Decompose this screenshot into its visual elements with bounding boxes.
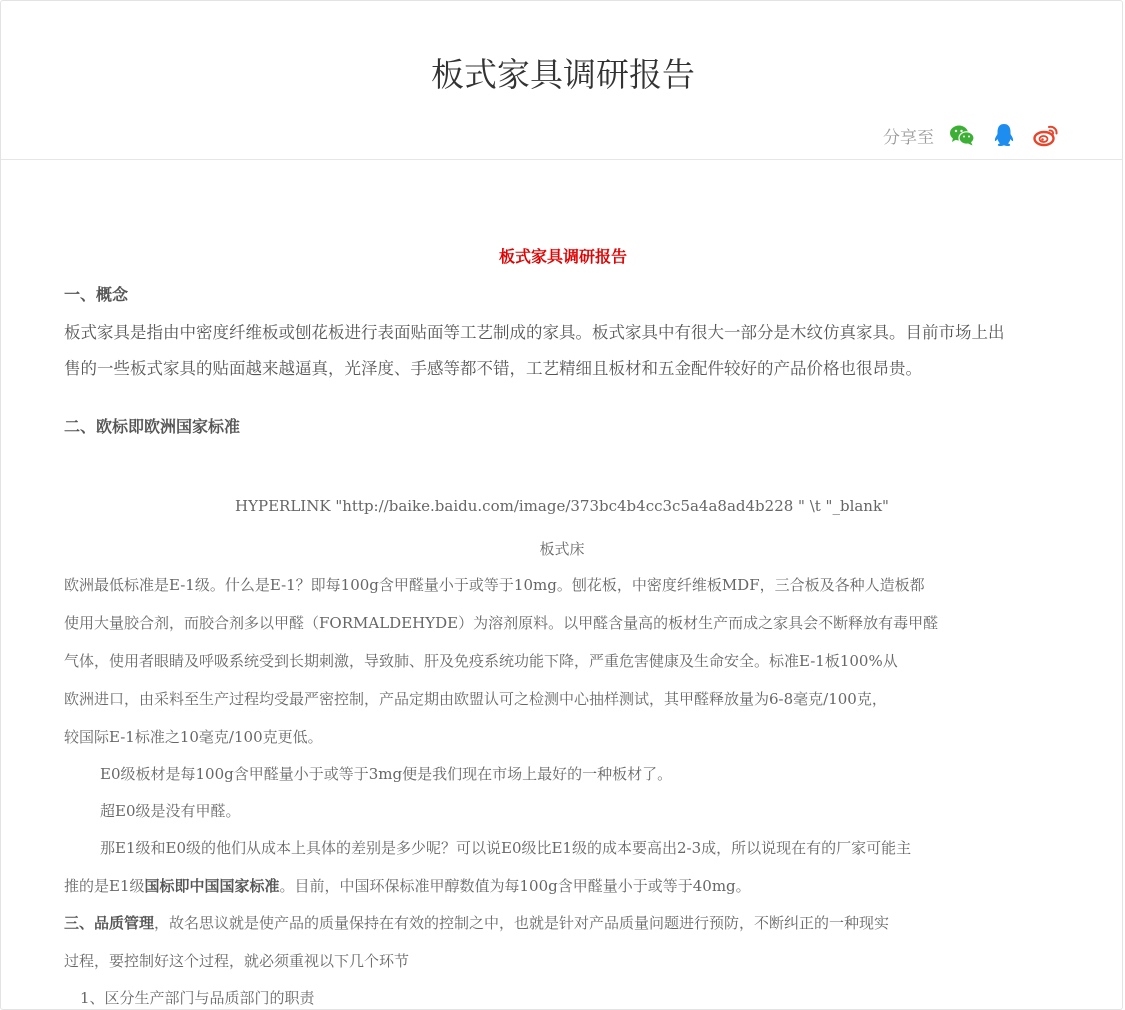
paragraph-line: 那E1级和E0级的他们从成本上具体的差别是多少呢？可以说E0级比E1级的成本要高出2-3成，所以说现在有的厂家可能主	[100, 839, 912, 857]
paragraph-line: 欧洲最低标准是E-1级。什么是E-1？即每100g含甲醛量小于或等于10mg。刨花板，中密度纤维板MDF，三合板及各种人造板都	[64, 576, 925, 594]
text-run: 。目前，中国环保标准甲醇数值为每100g含甲醛量小于或等于40mg。	[279, 877, 751, 895]
wechat-icon[interactable]	[948, 121, 976, 149]
paragraph-line: 过程，要控制好这个过程，就必须重视以下几个环节	[64, 952, 410, 970]
section-heading-concept: 一、概念	[64, 285, 129, 304]
hyperlink-field[interactable]: HYPERLINK "http://baike.baidu.com/image/373bc4b4cc3c5a4a8ad4b228 " \t "_blank"	[235, 497, 889, 515]
paragraph-line: 板式家具是指由中密度纤维板或刨花板进行表面贴面等工艺制成的家具。板式家具中有很大一部分是木纹仿真家具。目前市场上出	[64, 323, 1005, 342]
paragraph-line: 欧洲进口，由采料至生产过程均受最严密控制，产品定期由欧盟认可之检测中心抽样测试，其甲醛释放量为6-8毫克/100克，	[64, 690, 887, 708]
qq-icon[interactable]	[990, 121, 1018, 149]
list-item: 1、区分生产部门与品质部门的职责	[80, 989, 315, 1007]
section-heading-eu-standard: 二、欧标即欧洲国家标准	[64, 417, 241, 436]
image-caption: 板式床	[539, 540, 585, 558]
paragraph-line: 超E0级是没有甲醛。	[100, 802, 241, 820]
paragraph-line	[64, 875, 751, 896]
document-title: 板式家具调研报告	[498, 247, 627, 266]
share-label: 分享至	[883, 127, 934, 148]
paragraph-line: 使用大量胶合剂，而胶合剂多以甲醛（FORMALDEHYDE）为溶剂原料。以甲醛含量高的板材生产而成之家具会不断释放有毒甲醛	[64, 614, 939, 632]
emphasis-national-standard: 国标即中国国家标准	[144, 877, 280, 895]
paragraph-line: E0级板材是每100g含甲醛量小于或等于3mg便是我们现在市场上最好的一种板材了。	[100, 765, 673, 783]
paragraph-line: 售的一些板式家具的贴面越来越逼真，光泽度、手感等都不错，工艺精细且板材和五金配件较好的产品价格也很昂贵。	[64, 359, 922, 378]
paragraph-line: 气体，使用者眼睛及呼吸系统受到长期刺激，导致肺、肝及免疫系统功能下降，严重危害健康及生命安全。标准E-1板100%从	[64, 652, 898, 670]
weibo-icon[interactable]	[1032, 121, 1060, 149]
share-bar	[883, 119, 1074, 151]
text-run: 推的是E1级	[64, 877, 145, 895]
paragraph-line: 较国际E-1标准之10毫克/100克更低。	[64, 728, 323, 746]
page-header	[1, 1, 1123, 160]
page-title: 板式家具调研报告	[431, 55, 695, 94]
paragraph-line	[64, 912, 889, 933]
section-heading-quality: 三、品质管理	[64, 914, 155, 932]
text-run: ，故名思议就是使产品的质量保持在有效的控制之中，也就是针对产品质量问题进行预防，不断纠正的一种现实	[154, 914, 890, 932]
